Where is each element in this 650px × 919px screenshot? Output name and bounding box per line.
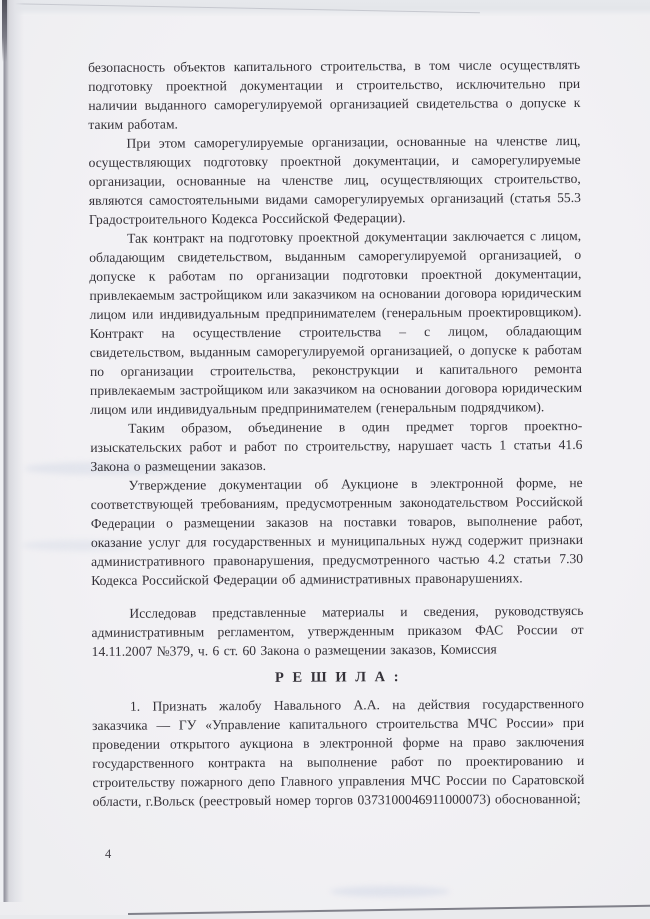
paragraph-continuation: безопасность объектов капитального строительства, в том числе осуществлять подготовку проектной документации и строительство, исключительно при наличии выданного саморегулируемой организацией свидетельства о допуске к таким работам. <box>88 56 581 132</box>
scan-bottom-strip <box>0 915 140 919</box>
document-body <box>88 55 585 811</box>
resolution-heading: Р Е Ш И Л А : <box>274 669 401 686</box>
paragraph-sro-types: При этом саморегулируемые организации, основанные на членстве лиц, осуществляющих подготовку проектной документации, и саморегулируемые организации, основанные на членстве лиц, осуществляющих строительство, являются самостоятельными видами саморегулируемых организаций (статья 55.3 Градостроительного Кодекса Российской Федерации). <box>88 132 581 227</box>
page-number: 4 <box>105 847 112 861</box>
paragraph-decision-1: 1. Признать жалобу Навального А.А. на действия государственного заказчика — ГУ «Управление капитального строительства МЧС России» при проведении открытого аукциона в электронной форме на право заключения государственного контракта на выполнение работ по проектированию и строительству пожарного депо Главного управления МЧС России по Саратовской области, г.Вольск (реестровый номер торгов 0373100046911000073) обоснованной; <box>92 695 585 809</box>
scan-corner-mark <box>2 0 7 62</box>
paragraph-admin-offense: Утверждение документации об Аукционе в электронной форме, не соответствующей требованиям, предусмотренным законодательством Российской Федерации о размещении заказов на поставки товаров, выполнение работ, оказание услуг для государственных и муниципальных нужд содержит признаки административного правонарушения, предусмотренного частью 4.2 статьи 7.30 Кодекса Российской Федерации об административных правонарушениях. <box>90 474 584 588</box>
paragraph-preamble: Исследовав представленные материалы и сведения, руководствуясь административным регламентом, утвержденным приказом ФАС России от 14.11.2007 №379, ч. 6 ст. 60 Закона о размещении заказов, Комиссия <box>91 602 584 659</box>
scan-smudge <box>330 886 450 897</box>
scan-left-edge-shadow <box>0 0 24 902</box>
page-bottom-edge <box>128 904 650 919</box>
scan-top-edge <box>0 0 650 16</box>
paragraph-contracts: Так контракт на подготовку проектной документации заключается с лицом, обладающим свидетельством, выданным саморегулируемой организацией, о допуске к работам по организации подготовки проектной документации, привлекаемым застройщиком или заказчиком на основании договора юридическим лицом или индивидуальным предпринимателем (генеральным проектировщиком). Контракт на осуществление строительства – с лицом, обладающим свидетельством, выданным саморегулируемой организацией, о допуске к работам по организации строительства, реконструкции и капитального ремонта привлекаемым застройщиком или заказчиком на основании договора юридическим лицом или индивидуальным предпринимателем (генеральным подрядчиком). <box>89 227 583 417</box>
paragraph-violation: Таким образом, объединение в один предмет торгов проектно-изыскательских работ и работ по строительству, нарушает часть 1 статьи 41.6 Закона о размещении заказов. <box>90 417 583 474</box>
